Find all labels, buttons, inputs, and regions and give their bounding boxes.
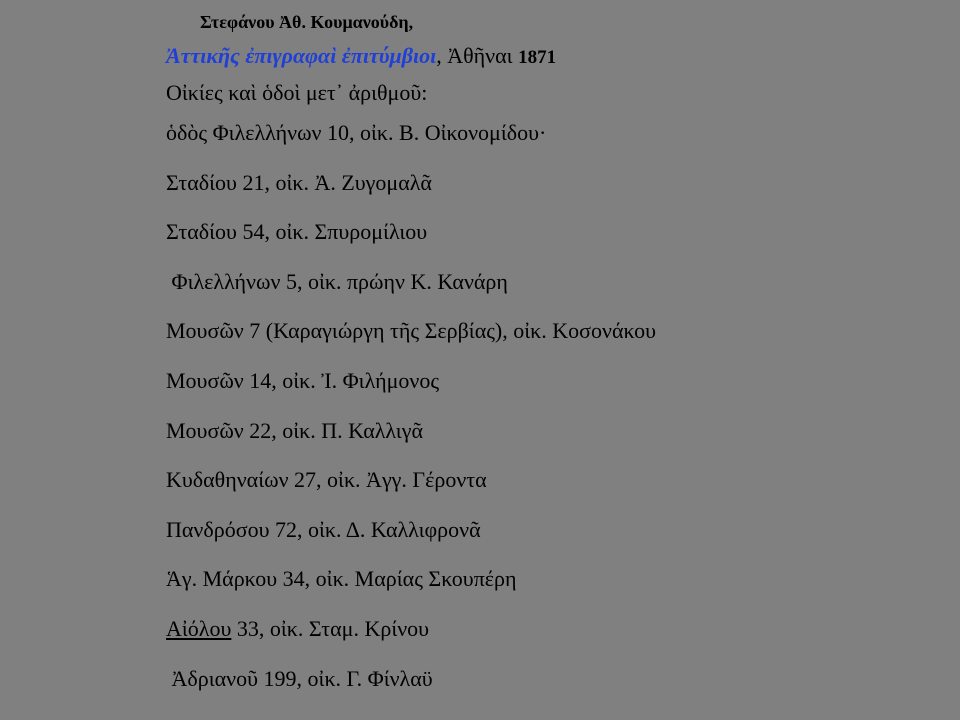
- street-name: ὁδὸς Φιλελλήνων: [166, 120, 322, 145]
- street-name: Ἀδριανοῦ: [171, 665, 259, 691]
- address-entry: [166, 664, 656, 714]
- street-name: Σταδίου: [166, 169, 237, 195]
- house-detail: 5, οἰκ. πρώην Κ. Κανάρη: [280, 268, 508, 294]
- street-name: Μουσῶν: [166, 318, 244, 344]
- street-name: Αἰόλου: [166, 615, 232, 641]
- address-entry: [166, 416, 656, 466]
- house-detail: 7 (Καραγιώργη τῆς Σερβίας), οἰκ. Κοσονάκου: [243, 318, 656, 344]
- street-name: Φιλελλήνων: [171, 268, 281, 294]
- house-detail: 22, οἰκ. Π. Καλλιγᾶ: [243, 417, 423, 443]
- street-name: Ἁγ. Μάρκου: [166, 566, 278, 592]
- house-detail: 54, οἰκ. Σπυρομίλιου: [236, 219, 428, 245]
- address-entry: [166, 366, 656, 416]
- address-entry: [166, 564, 656, 614]
- house-detail: 27, οἰκ. Ἀγγ. Γέροντα: [288, 467, 487, 493]
- house-detail: 34, οἰκ. Μαρίας Σκουπέρη: [277, 566, 517, 592]
- book-title: Ἀττικῆς ἐπιγραφαὶ ἐπιτύμβιοι: [166, 43, 437, 68]
- street-name: Πανδρόσου: [166, 516, 270, 542]
- street-name: Σταδίου: [166, 219, 237, 245]
- address-entry: [166, 316, 656, 366]
- street-name: Κυδαθηναίων: [166, 467, 289, 493]
- address-entry: [166, 515, 656, 565]
- list-heading: Οἰκίες καὶ ὁδοὶ μετ᾽ ἀριθμοῦ:: [166, 80, 428, 105]
- address-entry: [166, 614, 656, 664]
- house-detail: 33, οἰκ. Σταμ. Κρίνου: [231, 615, 430, 641]
- house-detail: 72, οἰκ. Δ. Καλλιφρονᾶ: [269, 516, 481, 542]
- address-entry: [166, 118, 656, 168]
- address-list: [166, 118, 656, 713]
- house-detail: 21, οἰκ. Ἀ. Ζυγομαλᾶ: [236, 169, 432, 195]
- publication-year: 1871: [518, 47, 557, 68]
- source-line: [166, 42, 556, 72]
- author-line: Στεφάνου Ἀθ. Κουμανούδη,: [200, 12, 414, 32]
- street-name: Μουσῶν: [166, 367, 244, 393]
- house-detail: 10, οἰκ. Β. Οἰκονομίδου·: [321, 120, 547, 145]
- house-detail: 14, οἰκ. Ἰ. Φιλήμονος: [243, 367, 440, 393]
- house-detail: 199, οἰκ. Γ. Φίνλαϋ: [258, 665, 433, 691]
- address-entry: [166, 217, 656, 267]
- address-entry: [166, 267, 656, 317]
- street-name: Μουσῶν: [166, 417, 244, 443]
- publication-place: , Ἀθῆναι: [436, 43, 519, 68]
- address-entry: [166, 465, 656, 515]
- address-entry: [166, 168, 656, 218]
